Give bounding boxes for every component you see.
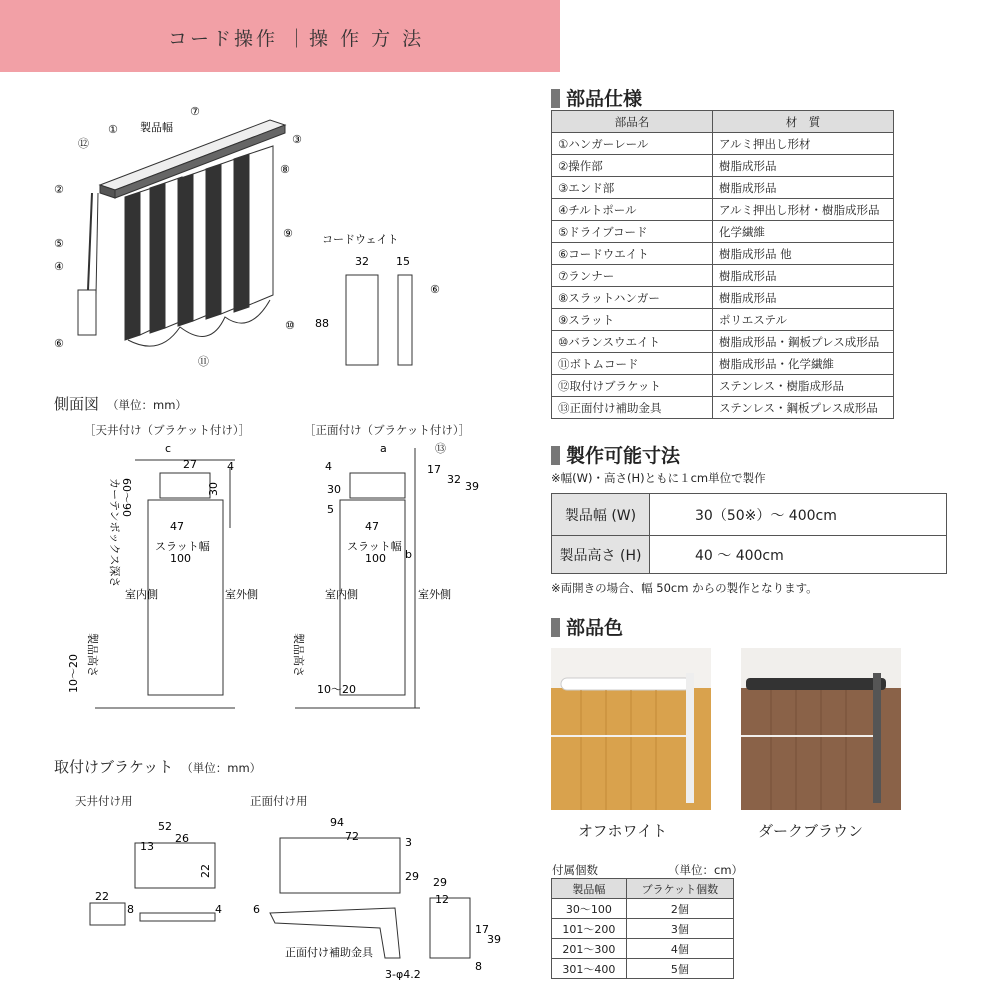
svg-text:⑬: ⑬ bbox=[435, 442, 446, 455]
svg-text:④: ④ bbox=[54, 260, 64, 273]
part-material: 樹脂成形品・鋼板プレス成形品 bbox=[713, 331, 894, 353]
svg-text:13: 13 bbox=[140, 840, 154, 853]
qty-width: 301～400 bbox=[552, 959, 627, 979]
svg-text:94: 94 bbox=[330, 816, 344, 829]
svg-text:③: ③ bbox=[292, 133, 302, 146]
svg-text:①: ① bbox=[108, 123, 118, 136]
svg-text:製品高さ: 製品高さ bbox=[292, 633, 305, 677]
part-material: 樹脂成形品 bbox=[713, 287, 894, 309]
width-value: 30（50※）～ 400cm bbox=[650, 494, 947, 536]
table-row bbox=[552, 199, 894, 221]
cord-weight-front bbox=[346, 275, 378, 365]
table-row bbox=[552, 331, 894, 353]
qty-width: 101～200 bbox=[552, 919, 627, 939]
side-view-diagram bbox=[67, 438, 505, 723]
qty-table bbox=[551, 878, 734, 979]
svg-text:4: 4 bbox=[325, 460, 332, 473]
bracket-title: 取付けブラケット （単位：mm） bbox=[54, 758, 262, 776]
table-row bbox=[552, 353, 894, 375]
bracket-front-label: 正面付け用 bbox=[250, 794, 308, 808]
qty-count: 3個 bbox=[626, 919, 733, 939]
size-title: 製作可能寸法 bbox=[551, 441, 680, 468]
table-row bbox=[552, 959, 734, 979]
spec-header-name: 部品名 bbox=[552, 111, 713, 133]
size-table bbox=[551, 493, 947, 574]
svg-text:⑧: ⑧ bbox=[280, 163, 290, 176]
svg-text:47: 47 bbox=[170, 520, 184, 533]
svg-text:a: a bbox=[380, 442, 387, 455]
svg-text:29: 29 bbox=[405, 870, 419, 883]
part-name: ③エンド部 bbox=[552, 177, 713, 199]
svg-text:6: 6 bbox=[253, 903, 260, 916]
product-diagram bbox=[40, 95, 510, 385]
spec-table bbox=[551, 110, 894, 419]
svg-text:72: 72 bbox=[345, 830, 359, 843]
svg-text:室内側: 室内側 bbox=[125, 588, 158, 601]
svg-text:スラット幅: スラット幅 bbox=[155, 540, 210, 553]
svg-text:32: 32 bbox=[447, 473, 461, 486]
page-title: コード操作 ｜操 作 方 法 bbox=[168, 28, 425, 50]
svg-text:⑥: ⑥ bbox=[54, 337, 64, 350]
cord-weight-part bbox=[78, 290, 96, 335]
qty-width: 201～300 bbox=[552, 939, 627, 959]
part-name: ⑧スラットハンガー bbox=[552, 287, 713, 309]
svg-text:b: b bbox=[405, 548, 412, 561]
label-darkbrown: ダークブラウン bbox=[758, 822, 864, 840]
part-name: ⑤ドライブコード bbox=[552, 221, 713, 243]
qty-header-count: ブラケット個数 bbox=[626, 879, 733, 899]
svg-text:製品高さ: 製品高さ bbox=[86, 633, 99, 677]
part-material: 化学繊維 bbox=[713, 221, 894, 243]
svg-text:⑤: ⑤ bbox=[54, 237, 64, 250]
table-row bbox=[552, 243, 894, 265]
qty-count: 5個 bbox=[626, 959, 733, 979]
svg-text:室外側: 室外側 bbox=[225, 588, 258, 601]
width-label: 製品幅 (W) bbox=[552, 494, 650, 536]
qty-count: 4個 bbox=[626, 939, 733, 959]
part-name: ⑫取付けブラケット bbox=[552, 375, 713, 397]
svg-text:17: 17 bbox=[475, 923, 489, 936]
table-row bbox=[552, 375, 894, 397]
svg-text:スラット幅: スラット幅 bbox=[347, 540, 402, 553]
part-name: ②操作部 bbox=[552, 155, 713, 177]
ceiling-mount-label: ［天井付け（ブラケット付け）］ bbox=[84, 423, 251, 437]
svg-text:⑦: ⑦ bbox=[190, 105, 200, 118]
part-material: 樹脂成形品 bbox=[713, 155, 894, 177]
svg-text:60～90: 60～90 bbox=[120, 478, 133, 517]
size-footnote: ※両開きの場合、幅 50cm からの製作となります。 bbox=[551, 581, 818, 595]
svg-text:30: 30 bbox=[327, 483, 341, 496]
svg-text:17: 17 bbox=[427, 463, 441, 476]
svg-text:室外側: 室外側 bbox=[418, 588, 451, 601]
svg-text:3-φ4.2: 3-φ4.2 bbox=[385, 968, 421, 981]
table-row bbox=[552, 939, 734, 959]
side-view-title: 側面図 （単位：mm） bbox=[54, 395, 187, 413]
table-row bbox=[552, 899, 734, 919]
qty-count: 2個 bbox=[626, 899, 733, 919]
qty-width: 30～100 bbox=[552, 899, 627, 919]
qty-header-width: 製品幅 bbox=[552, 879, 627, 899]
part-material: 樹脂成形品 他 bbox=[713, 243, 894, 265]
part-name: ①ハンガーレール bbox=[552, 133, 713, 155]
part-material: アルミ押出し形材・樹脂成形品 bbox=[713, 199, 894, 221]
table-row bbox=[552, 397, 894, 419]
svg-text:10～20: 10～20 bbox=[317, 683, 356, 696]
svg-text:39: 39 bbox=[487, 933, 501, 946]
table-row bbox=[552, 919, 734, 939]
svg-text:100: 100 bbox=[170, 552, 191, 565]
part-material: 樹脂成形品・化学繊維 bbox=[713, 353, 894, 375]
svg-text:29: 29 bbox=[433, 876, 447, 889]
part-material: ポリエステル bbox=[713, 309, 894, 331]
svg-text:⑩: ⑩ bbox=[285, 319, 295, 332]
svg-text:4: 4 bbox=[215, 903, 222, 916]
svg-text:c: c bbox=[165, 442, 172, 455]
svg-text:カーテンボックス深さ: カーテンボックス深さ bbox=[108, 478, 121, 588]
part-material: ステンレス・樹脂成形品 bbox=[713, 375, 894, 397]
part-name: ⑦ランナー bbox=[552, 265, 713, 287]
svg-text:30: 30 bbox=[207, 482, 220, 496]
svg-text:⑥: ⑥ bbox=[430, 283, 440, 296]
table-row bbox=[552, 177, 894, 199]
table-row bbox=[552, 133, 894, 155]
svg-text:27: 27 bbox=[183, 458, 197, 471]
table-row bbox=[552, 155, 894, 177]
svg-text:5: 5 bbox=[327, 503, 334, 516]
svg-text:26: 26 bbox=[175, 832, 189, 845]
svg-text:22: 22 bbox=[199, 864, 212, 878]
svg-text:15: 15 bbox=[396, 255, 410, 268]
svg-text:3: 3 bbox=[405, 836, 412, 849]
svg-text:22: 22 bbox=[95, 890, 109, 903]
part-name: ④チルトポール bbox=[552, 199, 713, 221]
bracket-ceiling-label: 天井付け用 bbox=[75, 794, 133, 808]
svg-text:⑪: ⑪ bbox=[198, 355, 209, 368]
part-name: ⑩バランスウエイト bbox=[552, 331, 713, 353]
svg-text:②: ② bbox=[54, 183, 64, 196]
svg-text:12: 12 bbox=[435, 893, 449, 906]
height-value: 40 ～ 400cm bbox=[650, 536, 947, 574]
spec-header-material: 材 質 bbox=[713, 111, 894, 133]
colors-title: 部品色 bbox=[551, 613, 623, 640]
swatch-offwhite bbox=[551, 648, 711, 810]
table-row bbox=[552, 309, 894, 331]
label-offwhite: オフホワイト bbox=[578, 822, 668, 840]
part-name: ⑥コードウエイト bbox=[552, 243, 713, 265]
svg-text:8: 8 bbox=[475, 960, 482, 973]
front-mount-label: ［正面付け（ブラケット付け）］ bbox=[304, 423, 471, 437]
part-name: ⑨スラット bbox=[552, 309, 713, 331]
svg-text:⑨: ⑨ bbox=[283, 227, 293, 240]
qty-unit: （単位：cm） bbox=[668, 863, 744, 877]
svg-text:製品幅: 製品幅 bbox=[140, 121, 173, 134]
svg-text:88: 88 bbox=[315, 317, 329, 330]
svg-text:⑫: ⑫ bbox=[78, 137, 89, 150]
svg-text:コードウェイト: コードウェイト bbox=[322, 233, 399, 246]
table-row bbox=[552, 221, 894, 243]
part-material: ステンレス・鋼板プレス成形品 bbox=[713, 397, 894, 419]
table-row bbox=[552, 265, 894, 287]
svg-text:室内側: 室内側 bbox=[325, 588, 358, 601]
size-note: ※幅(W)・高さ(H)ともに１cm単位で製作 bbox=[551, 471, 766, 485]
bracket-diagram bbox=[75, 808, 505, 993]
part-material: アルミ押出し形材 bbox=[713, 133, 894, 155]
part-name: ⑬正面付け補助金具 bbox=[552, 397, 713, 419]
swatch-darkbrown bbox=[741, 648, 901, 810]
svg-text:正面付け補助金具: 正面付け補助金具 bbox=[285, 946, 373, 959]
svg-text:10～20: 10～20 bbox=[67, 654, 80, 693]
svg-text:4: 4 bbox=[227, 460, 234, 473]
cord-weight-side bbox=[398, 275, 412, 365]
height-label: 製品高さ (H) bbox=[552, 536, 650, 574]
svg-text:52: 52 bbox=[158, 820, 172, 833]
table-row bbox=[552, 287, 894, 309]
qty-title: 付属個数 bbox=[552, 863, 598, 877]
svg-text:32: 32 bbox=[355, 255, 369, 268]
spec-title: 部品仕様 bbox=[551, 84, 642, 111]
part-material: 樹脂成形品 bbox=[713, 177, 894, 199]
svg-text:39: 39 bbox=[465, 480, 479, 493]
svg-text:100: 100 bbox=[365, 552, 386, 565]
part-name: ⑪ボトムコード bbox=[552, 353, 713, 375]
svg-text:47: 47 bbox=[365, 520, 379, 533]
svg-text:8: 8 bbox=[127, 903, 134, 916]
part-material: 樹脂成形品 bbox=[713, 265, 894, 287]
